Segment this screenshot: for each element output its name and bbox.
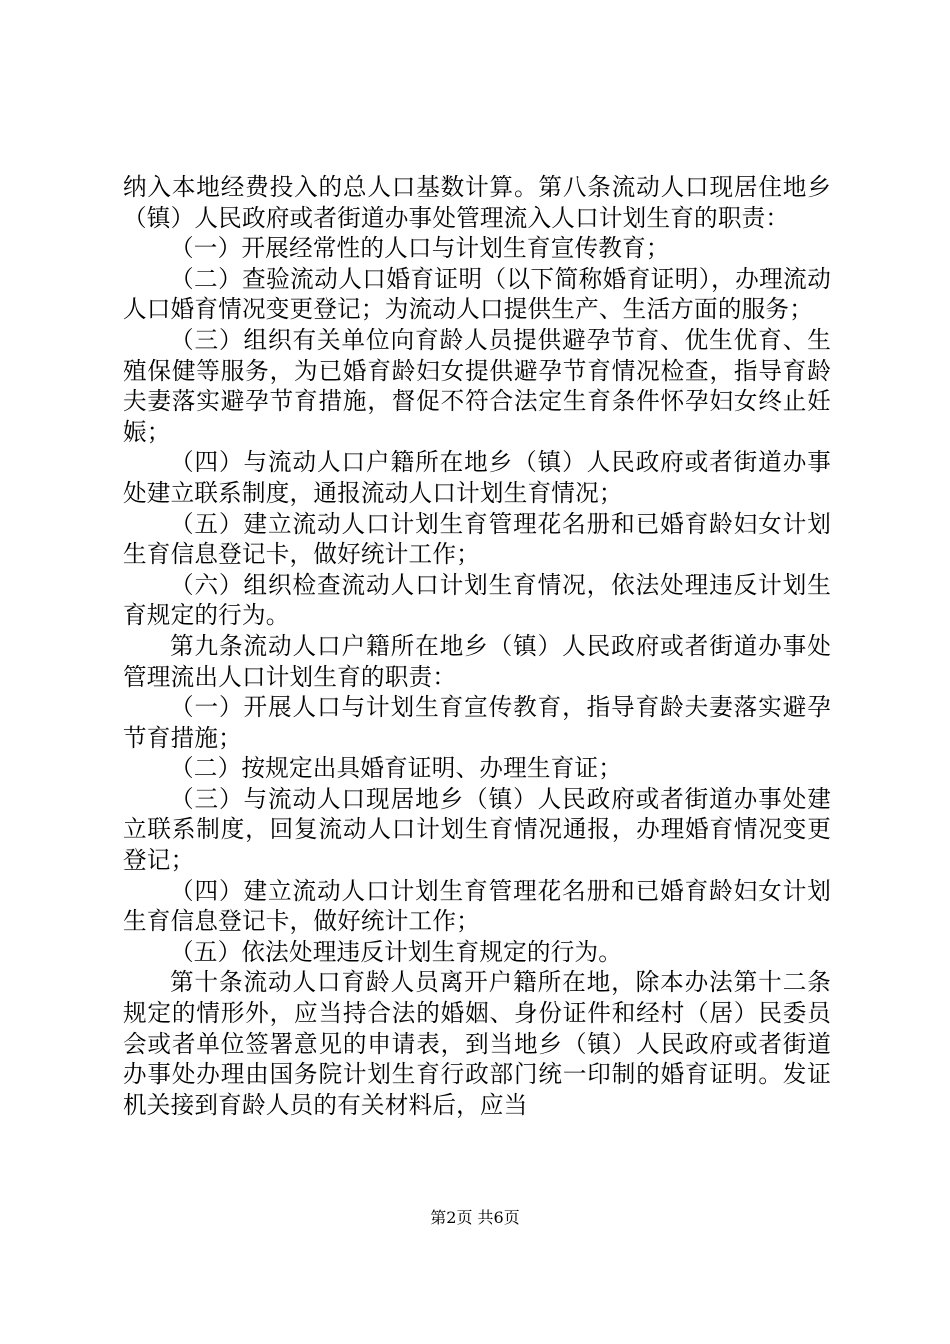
- paragraph-8: 第九条流动人口户籍所在地乡（镇）人民政府或者街道办事处管理流出人口计划生育的职责：: [123, 631, 831, 691]
- paragraph-11: （三）与流动人口现居地乡（镇）人民政府或者街道办事处建立联系制度，回复流动人口计划生育情况通报，办理婚育情况变更登记；: [123, 784, 831, 875]
- paragraph-13: （五）依法处理违反计划生育规定的行为。: [170, 937, 623, 966]
- paragraph-1: 纳入本地经费投入的总人口基数计算。第八条流动人口现居住地乡（镇）人民政府或者街道办事处管理流入人口计划生育的职责：: [123, 173, 831, 232]
- paragraph-12: （四）建立流动人口计划生育管理花名册和已婚育龄妇女计划生育信息登记卡，做好统计工作；: [123, 876, 831, 936]
- paragraph-3: （二）查验流动人口婚育证明（以下简称婚育证明），办理流动人口婚育情况变更登记；为流动人口提供生产、生活方面的服务；: [123, 264, 831, 324]
- paragraph-6: （五）建立流动人口计划生育管理花名册和已婚育龄妇女计划生育信息登记卡，做好统计工作；: [123, 509, 831, 569]
- document-body: [123, 172, 831, 1120]
- paragraph-4: （三）组织有关单位向育龄人员提供避孕节育、优生优育、生殖保健等服务，为已婚育龄妇女提供避孕节育情况检查，指导育龄夫妻落实避孕节育措施，督促不符合法定生育条件怀孕妇女终止妊娠；: [123, 325, 831, 446]
- paragraph-2: （一）开展经常性的人口与计划生育宣传教育；: [170, 234, 670, 263]
- paragraph-10: （二）按规定出具婚育证明、办理生育证；: [170, 754, 623, 783]
- paragraph-14: 第十条流动人口育龄人员离开户籍所在地，除本办法第十二条规定的情形外，应当持合法的婚姻、身份证件和经村（居）民委员会或者单位签署意见的申请表，到当地乡（镇）人民政府或者街道办事处办理由国务院计划生育行政部门统一印制的婚育证明。发证机关接到育龄人员的有关材料后，应当: [123, 968, 831, 1119]
- paragraph-7: （六）组织检查流动人口计划生育情况，依法处理违反计划生育规定的行为。: [123, 570, 831, 630]
- paragraph-9: （一）开展人口与计划生育宣传教育，指导育龄夫妻落实避孕节育措施；: [123, 693, 831, 752]
- page-number-footer: 第2页 共6页: [430, 1208, 520, 1227]
- paragraph-5: （四）与流动人口户籍所在地乡（镇）人民政府或者街道办事处建立联系制度，通报流动人口计划生育情况；: [123, 448, 831, 507]
